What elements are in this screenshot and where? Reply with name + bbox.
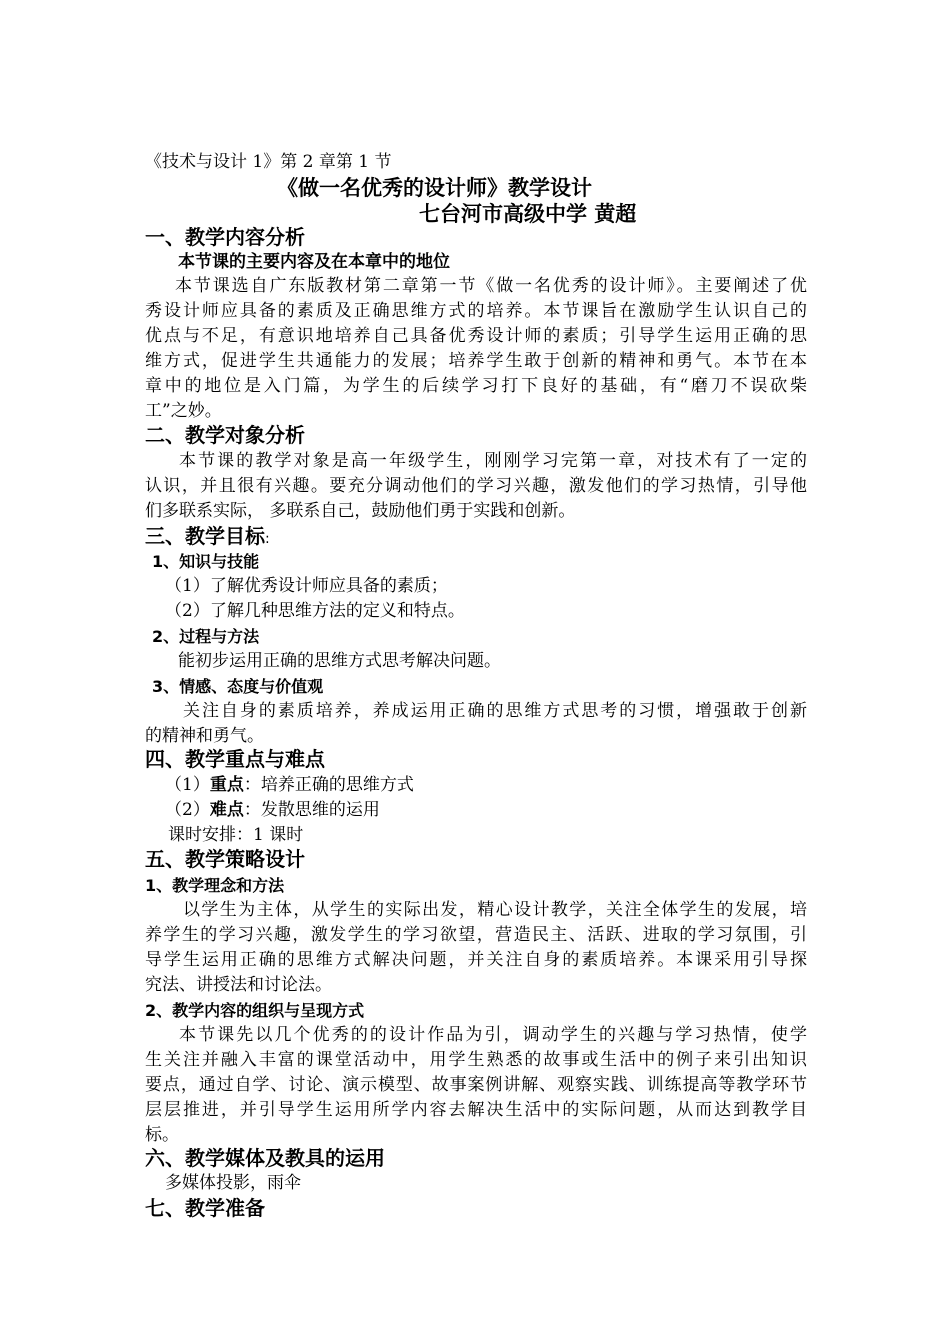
goal-attitude-title: 3、情感、态度与价值观 [152,677,324,696]
section-heading-content-analysis: 一、教学内容分析 [145,225,305,249]
document-title: 《做一名优秀的设计师》教学设计 [277,175,592,200]
paragraph-line: 关注自身的素质培养，养成运用正确的思维方式思考的习惯，增强敢于创新 [183,701,807,721]
paragraph-line: 秀设计师应具备的素质及正确思维方式的培养。本节课旨在激励学生认识自己的 [145,301,807,321]
paragraph-line: 生关注并融入丰富的课堂活动中，用学生熟悉的故事或生活中的例子来引出知识 [145,1050,807,1070]
goal-process-title: 2、过程与方法 [152,627,260,646]
strategy-organization-title: 2、教学内容的组织与呈现方式 [145,1001,365,1020]
paragraph-line: 究法、讲授法和讨论法。 [145,975,332,995]
paragraph-line: 标。 [145,1125,179,1145]
strategy-philosophy-title: 1、教学理念和方法 [145,876,285,895]
media-line: 多媒体投影，雨伞 [165,1173,301,1193]
schedule-line: 课时安排：1 课时 [168,825,304,845]
paragraph-line: 层层推进，并引导学生运用所学内容去解决生活中的实际问题，从而达到教学目 [145,1100,807,1120]
author-line: 七台河市高级中学 黄超 [419,201,637,226]
paragraph-line: 本节课的教学对象是高一年级学生，刚刚学习完第一章，对技术有了一定的 [179,451,807,471]
paragraph-line: 维方式，促进学生共通能力的发展；培养学生敢于创新的精神和勇气。本节在本 [145,351,807,371]
goal-knowledge-title: 1、知识与技能 [152,552,260,571]
key-point-line: （1）重点：培养正确的思维方式 [165,775,414,795]
paragraph-line: 优点与不足，有意识地培养自己具备优秀设计师的素质；引导学生运用正确的思 [145,326,807,346]
paragraph-line: 养学生的学习兴趣，激发学生的学习欲望，营造民主、活跃、进取的学习氛围，引 [145,925,807,945]
subheading-main-content: 本节课的主要内容及在本章中的地位 [178,252,450,272]
paragraph-line: 认识，并且很有兴趣。要充分调动他们的学习兴趣，激发他们的学习热情，引导他 [145,476,807,496]
paragraph-line: 本节课选自广东版教材第二章第一节《做一名优秀的设计师》。主要阐述了优 [175,276,807,296]
section-heading-key-points: 四、教学重点与难点 [145,747,325,771]
course-line: 《技术与设计 1》第 2 章第 1 节 [145,152,392,172]
goal-item: （2）了解几种思维方法的定义和特点。 [165,601,465,621]
paragraph-line: 们多联系实际， 多联系自己，鼓励他们勇于实践和创新。 [145,501,576,521]
section-heading-teaching-goals: 三、教学目标: [145,524,270,548]
paragraph-line: 要点，通过自学、讨论、演示模型、故事案例讲解、观察实践、训练提高等教学环节 [145,1075,807,1095]
paragraph-line: 的精神和勇气。 [145,726,264,746]
goal-item: （1）了解优秀设计师应具备的素质； [165,576,448,596]
paragraph-line: 章中的地位是入门篇，为学生的后续学习打下良好的基础，有“磨刀不误砍柴 [145,376,807,396]
difficulty-line: （2）难点：发散思维的运用 [165,800,380,820]
section-heading-audience-analysis: 二、教学对象分析 [145,423,305,447]
section-heading-media: 六、教学媒体及教具的运用 [145,1146,385,1170]
paragraph-line: 以学生为主体，从学生的实际出发，精心设计教学，关注全体学生的发展，培 [183,900,807,920]
section-heading-strategy: 五、教学策略设计 [145,847,305,871]
paragraph-line: 本节课先以几个优秀的的设计作品为引，调动学生的兴趣与学习热情，使学 [179,1025,807,1045]
goal-item: 能初步运用正确的思维方式思考解决问题。 [178,651,501,671]
section-heading-preparation: 七、教学准备 [145,1196,265,1220]
paragraph-line: 工”之妙。 [145,401,222,421]
paragraph-line: 导学生运用正确的思维方式解决问题，并关注自身的素质培养。本课采用引导探 [145,950,807,970]
